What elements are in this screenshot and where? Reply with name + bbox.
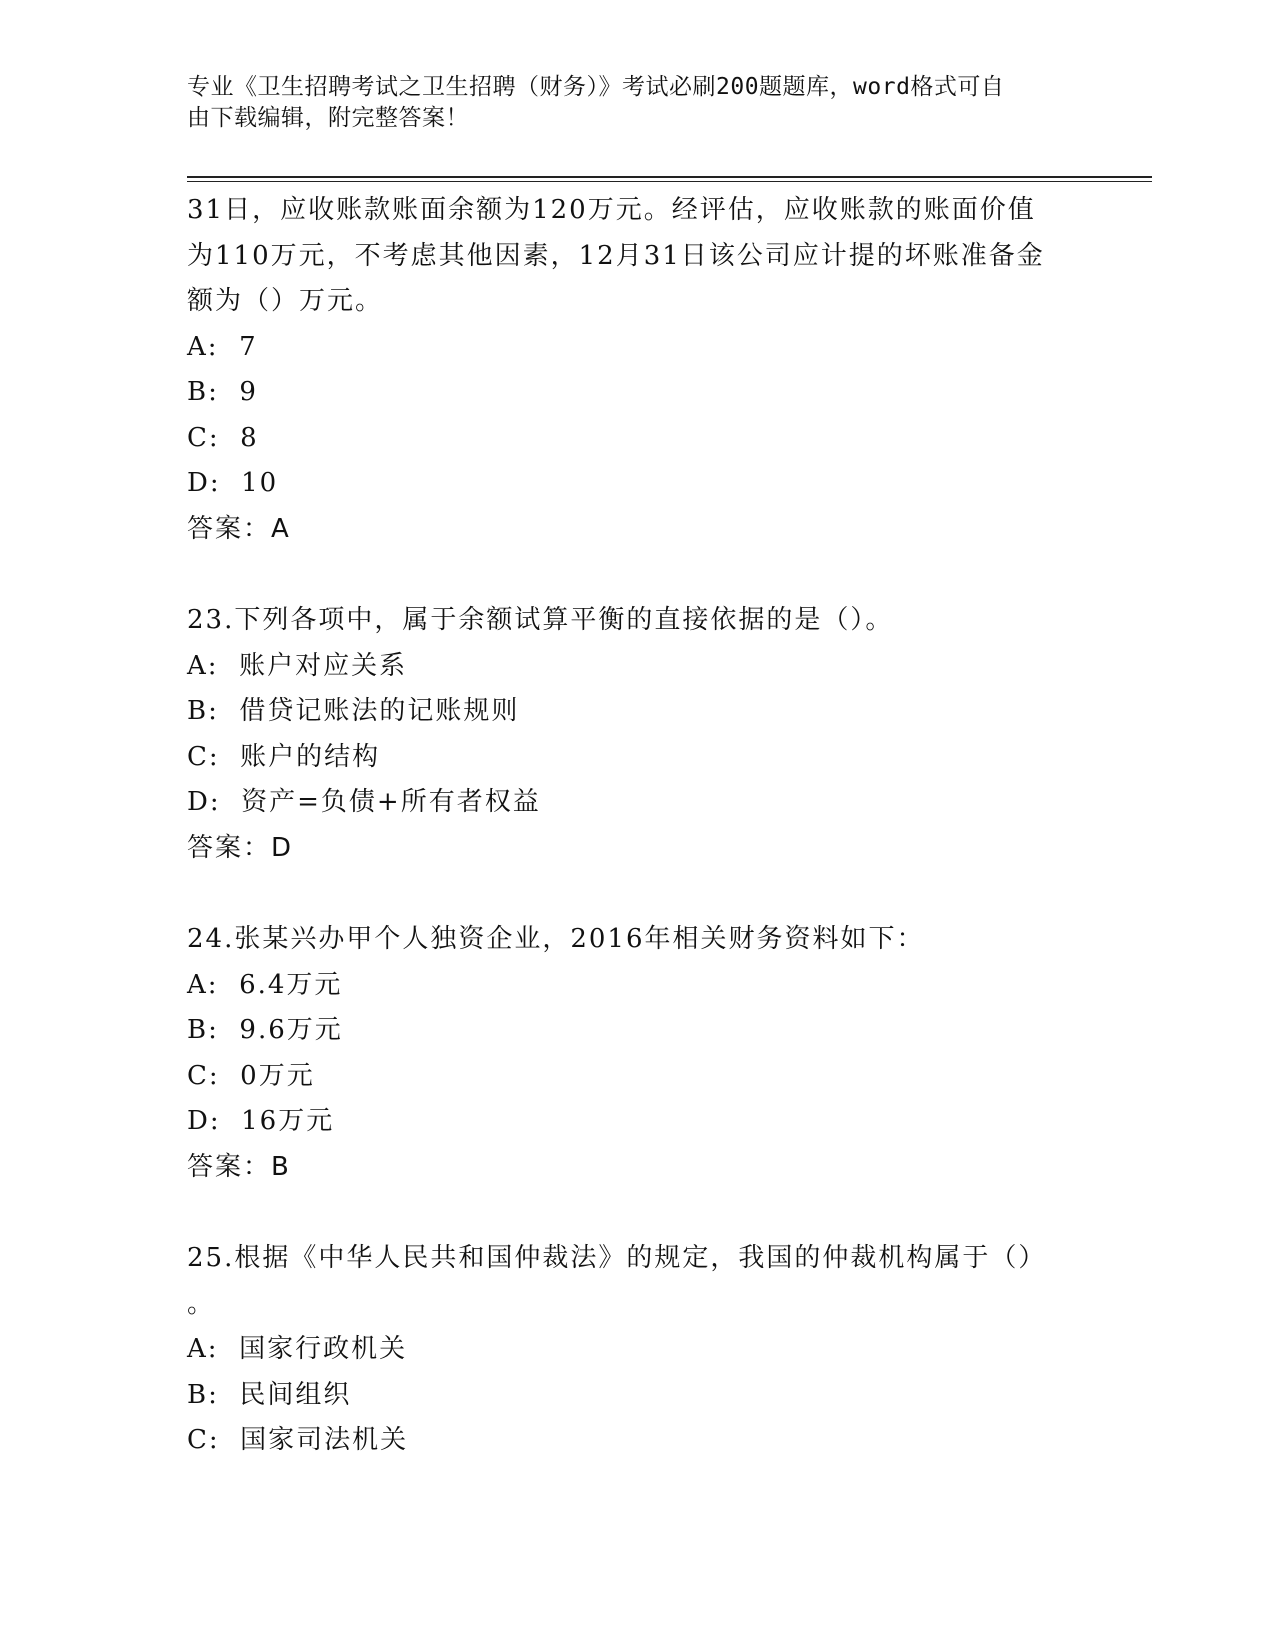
option-c: C: 0万元 (187, 1060, 315, 1091)
header-line-2: 由下载编辑，附完整答案！ (187, 105, 469, 131)
option-a: A: 账户对应关系 (187, 650, 408, 681)
option-b: B: 9 (187, 377, 258, 407)
question-24 (187, 917, 1087, 1190)
option-d: D: 10 (187, 468, 279, 498)
option-a: A: 国家行政机关 (187, 1334, 408, 1364)
option-d: D: 16万元 (187, 1106, 335, 1136)
question-22 (187, 188, 1087, 552)
document-header (187, 72, 1067, 134)
question-stem-line: 。 (187, 1288, 216, 1319)
answer-line: 答案：B (187, 1151, 291, 1182)
option-c: C: 账户的结构 (187, 741, 381, 772)
answer-line: 答案：D (187, 832, 294, 863)
question-stem-line: 24.张某兴办甲个人独资企业，2016年相关财务资料如下： (187, 924, 925, 954)
question-stem-line: 额为（）万元。 (187, 286, 384, 316)
question-25 (187, 1236, 1087, 1464)
question-stem-line: 23.下列各项中，属于余额试算平衡的直接依据的是（）。 (187, 605, 894, 635)
spacer (187, 871, 1087, 917)
question-stem-line: 25.根据《中华人民共和国仲裁法》的规定，我国的仲裁机构属于（） (187, 1243, 1047, 1273)
spacer (187, 552, 1087, 598)
option-b: B: 借贷记账法的记账规则 (187, 696, 520, 726)
question-list (187, 188, 1087, 1464)
question-stem-line: 为110万元，不考虑其他因素，12月31日该公司应计提的坏账准备金 (187, 240, 1045, 271)
option-b: B: 9.6万元 (187, 1015, 343, 1045)
header-divider-top (187, 176, 1152, 178)
option-c: C: 8 (187, 422, 259, 453)
question-23 (187, 598, 1087, 871)
option-b: B: 民间组织 (187, 1379, 352, 1410)
option-c: C: 国家司法机关 (187, 1425, 409, 1455)
question-stem-line: 31日，应收账款账面余额为120万元。经评估，应收账款的账面价值 (187, 195, 1036, 225)
spacer (187, 1190, 1087, 1236)
header-line-1: 专业《卫生招聘考试之卫生招聘（财务）》考试必刷200题题库，word格式可自 (187, 74, 1005, 100)
header-divider-bottom (187, 181, 1152, 182)
option-a: A: 7 (187, 331, 258, 362)
answer-line: 答案：A (187, 513, 291, 544)
option-d: D: 资产=负债+所有者权益 (187, 787, 541, 817)
option-a: A: 6.4万元 (187, 969, 343, 1000)
